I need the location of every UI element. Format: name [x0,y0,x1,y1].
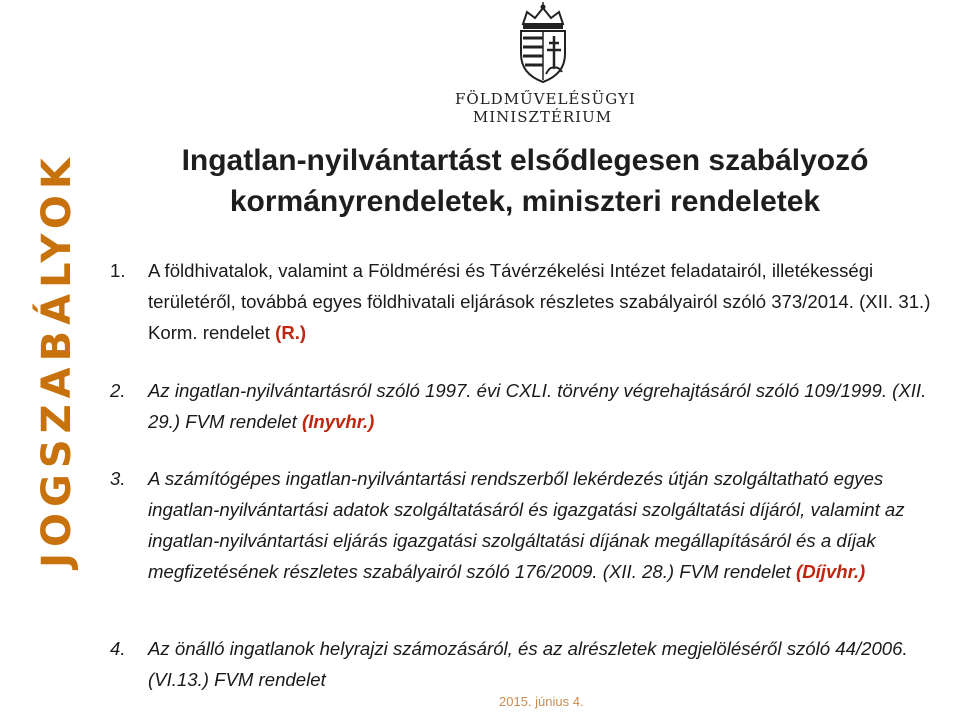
list-item-number: 1. [110,260,126,281]
ministry-name-line1: FÖLDMŰVELÉSÜGYI [455,90,636,108]
list-item-abbreviation: (Díjvhr.) [796,561,866,582]
list-item [110,633,948,695]
sidebar-title [34,150,80,570]
list-item-text: Az önálló ingatlanok helyrajzi számozásáról, és az alrészletek megjelöléséről szóló 44/2006. (VI.13.) FVM rendelet [148,638,908,690]
list-item-abbreviation: (Inyvhr.) [302,411,375,432]
list-item-number: 3. [110,468,126,489]
list-item [110,463,948,587]
list-item [110,375,948,437]
page-title-line1: Ingatlan-nyilvántartást elsődlegesen szabályozó [181,144,869,177]
list-item-number: 4. [110,638,126,659]
ministry-logo [455,2,636,126]
list-item-text: Az ingatlan-nyilvántartásról szóló 1997. évi CXLI. törvény végrehajtásáról szóló 109/1999. (XII. 29.) FVM rendelet [148,380,927,432]
list-item-text: A földhivatalok, valamint a Földmérési és Távérzékelési Intézet feladatairól, illetékességi területéről, továbbá egyes földhivatali eljárások részletes szabályairól szóló 373/2014. (XII. 31.) Korm. rendelet [148,260,931,343]
list-item [110,255,948,348]
sidebar-title-text: JOGSZABÁLYOK [34,152,81,568]
list-item-abbreviation: (R.) [275,322,307,343]
footer-date: 2015. június 4. [499,694,584,709]
list-item-number: 2. [110,380,126,401]
ministry-name-line2: MINISZTÉRIUM [472,108,613,126]
page-title-line2: kormányrendeletek, miniszteri rendeletek [229,185,821,218]
page-title [110,140,940,222]
coat-of-arms-icon [515,2,571,84]
list-item-text: A számítógépes ingatlan-nyilvántartási rendszerből lekérdezés útján szolgáltatható egyes ingatlan-nyilvántartási adatok szolgáltatásáról és igazgatási szolgáltatási díjáról, valamint az ingatlan-nyilvántartási eljárás igazgatási szolgáltatási díjának megállapításáról és a díjak megfizetésének részletes szabályairól szóló 176/2009. (XII. 28.) FVM rendelet [148,468,905,582]
